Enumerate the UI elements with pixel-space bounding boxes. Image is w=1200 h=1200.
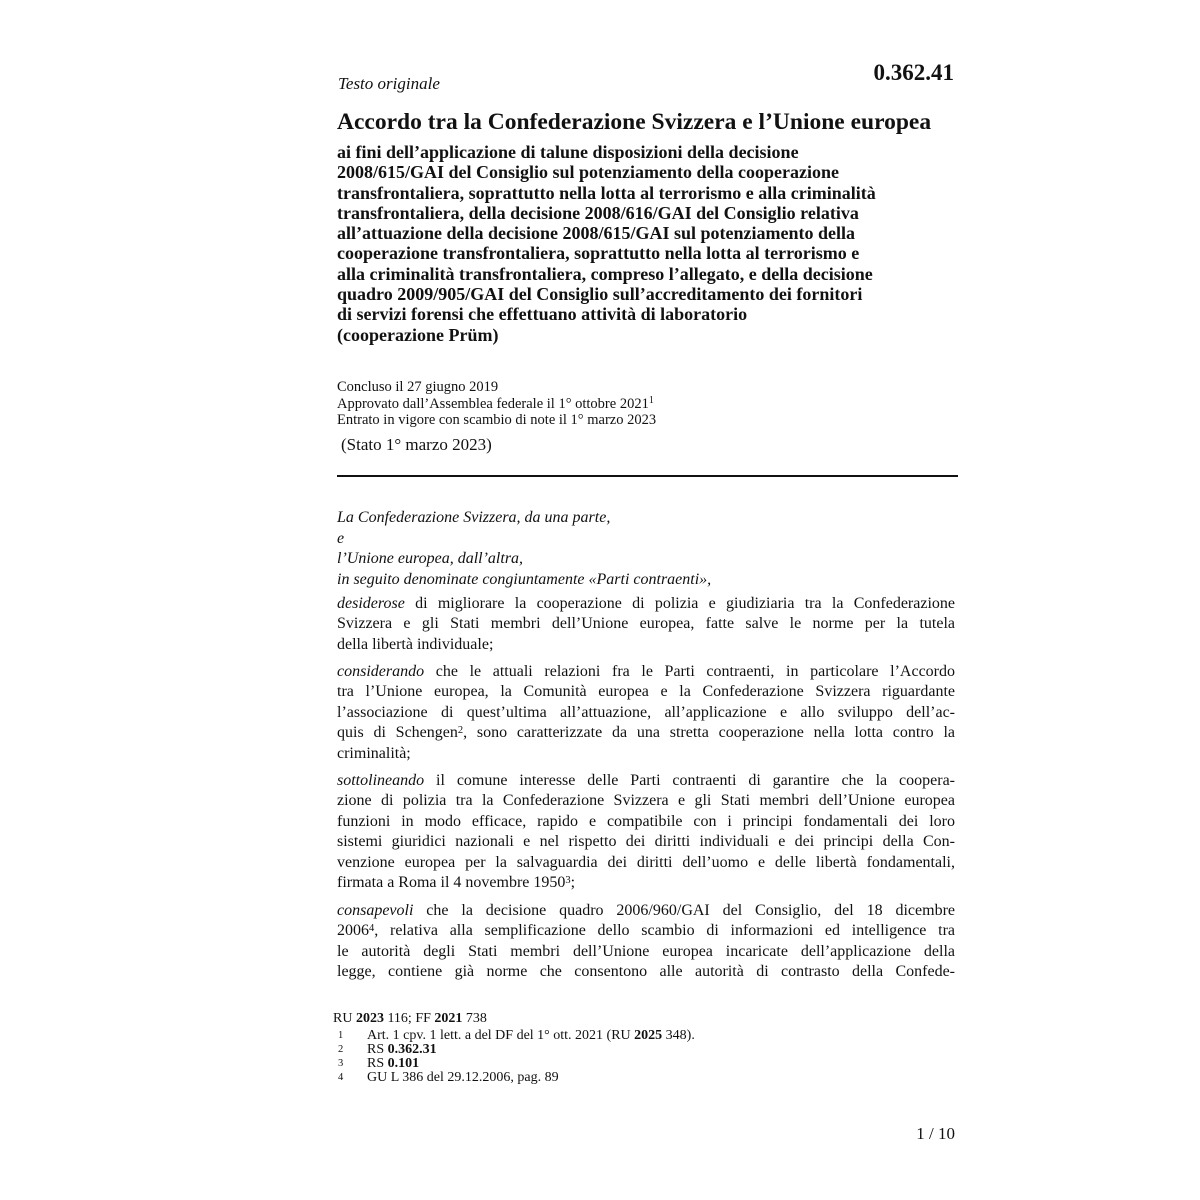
- ref-text: 738: [462, 1011, 487, 1026]
- recital-text: quis di Schengen: [337, 724, 458, 742]
- footnote-1: [333, 1029, 695, 1043]
- party-line: La Confederazione Svizzera, da una parte,: [337, 509, 611, 526]
- recital-lead: consapevoli: [337, 902, 414, 919]
- recital-line: venzione europea per la salvaguardia dei diritti dell’uomo e delle libertà fondamentali,: [337, 853, 955, 871]
- footnotes: [333, 1011, 695, 1085]
- recital-text: 2006: [337, 922, 369, 940]
- recital-text: che le attuali relazioni fra le Parti contraenti, in particolare l’Accordo: [424, 663, 955, 680]
- ref-year: 2023: [355, 1011, 384, 1026]
- footnote-3: [333, 1057, 695, 1071]
- subtitle-line: alla criminalità transfrontaliera, compreso l’allegato, e della decisione: [337, 263, 873, 284]
- recital-line: funzioni in modo efficace, rapido e compatibile con i principi fondamentali dei loro: [337, 812, 955, 830]
- recital-text: il comune interesse delle Parti contraenti di garantire che la coopera-: [424, 772, 955, 789]
- footnote-text-part: 348).: [662, 1028, 695, 1043]
- subtitle-line: cooperazione transfrontaliera, soprattutto nella lotta al terrorismo e: [337, 243, 860, 264]
- recital-line: [337, 723, 955, 743]
- in-force-date: Entrato in vigore con scambio di note il 1° marzo 2023: [337, 412, 657, 428]
- document-subtitle: [337, 142, 977, 345]
- subtitle-line: 2008/615/GAI del Consiglio sul potenziamento della cooperazione: [337, 162, 839, 183]
- subtitle-line: transfrontaliera, della decisione 2008/616/GAI del Consiglio relativa: [337, 202, 859, 223]
- recital-text: ;: [570, 874, 576, 892]
- recital-line: sistemi giuridici nazionali e nel rispetto dei diritti individuali e dei principi della Con-: [337, 833, 955, 851]
- parties-block: [337, 508, 711, 590]
- approved-date-text: Approvato dall’Assemblea federale il 1° ottobre 2021: [337, 395, 649, 412]
- recital-text: firmata a Roma il 4 novembre 1950: [337, 874, 566, 892]
- recital-text: che la decisione quadro 2006/960/GAI del Consiglio, del 18 dicembre: [413, 902, 955, 919]
- footnote-number: 3: [338, 1058, 344, 1069]
- party-line: in seguito denominate congiuntamente «Parti contraenti»,: [337, 570, 712, 588]
- footnote-number: 1: [338, 1030, 344, 1041]
- recital-line: Svizzera e gli Stati membri dell’Unione europea, fatte salve le norme per la tutela: [337, 615, 955, 633]
- footnote-ref-3[interactable]: 3: [565, 875, 571, 887]
- ref-year: 2021: [434, 1011, 463, 1026]
- subtitle-line: di servizi forensi che effettuano attività di laboratorio: [337, 304, 748, 325]
- footnote-text-part: RS: [367, 1056, 388, 1071]
- subtitle-line: (cooperazione Prüm): [337, 324, 499, 345]
- recital-line: l’associazione di quest’ultima all’attuazione, all’applicazione e allo sviluppo dell’ac-: [337, 703, 955, 721]
- footnote-ref-2[interactable]: 2: [457, 725, 464, 737]
- original-text-label: Testo originale: [338, 74, 440, 93]
- recital-text: , relativa alla semplificazione dello scambio di informazioni ed intelligence tra: [374, 922, 955, 940]
- recital-line: [337, 901, 955, 921]
- ref-text: 116; FF: [383, 1011, 435, 1026]
- header-divider: [337, 475, 958, 477]
- recital-desiderose: [337, 594, 955, 655]
- footnote-text-part: Art. 1 cpv. 1 lett. a del DF del 1° ott. 2021 (RU: [367, 1028, 635, 1043]
- recital-line: tra l’Unione europea, la Comunità europea e la Confederazione Svizzera riguardante: [337, 683, 955, 701]
- footnote-bold: 2025: [634, 1028, 663, 1043]
- footnote-number: 2: [338, 1044, 344, 1055]
- recital-text: , sono caratterizzate da una stretta cooperazione nella lotta contro la: [463, 724, 955, 742]
- recital-sottolineando: [337, 771, 955, 893]
- footnote-text-part: GU L 386 del 29.12.2006, pag. 89: [367, 1070, 559, 1085]
- footnote-2: [333, 1043, 695, 1057]
- recital-line: [337, 662, 955, 682]
- recital-line: zione di polizia tra la Confederazione Svizzera e gli Stati membri dell’Unione europea: [337, 792, 955, 810]
- recital-line: della libertà individuale;: [337, 635, 494, 653]
- status-date: (Stato 1° marzo 2023): [341, 435, 492, 454]
- recital-lead: desiderose: [337, 595, 405, 612]
- footnote-text: [367, 1029, 695, 1043]
- ref-text: RU: [333, 1011, 356, 1026]
- subtitle-line: all’attuazione della decisione 2008/615/GAI sul potenziamento della: [337, 223, 855, 244]
- recital-line: le autorità degli Stati membri dell’Unione europea incaricate dell’applicazione della: [337, 942, 955, 960]
- recital-line: [337, 594, 955, 614]
- footnote-text: [367, 1057, 419, 1071]
- recital-lead: sottolineando: [337, 772, 425, 789]
- subtitle-line: quadro 2009/905/GAI del Consiglio sull’accreditamento dei fornitori: [337, 284, 863, 305]
- document-title: Accordo tra la Confederazione Svizzera e l’Unione europea: [337, 109, 932, 135]
- footnote-bold[interactable]: 0.362.31: [387, 1042, 437, 1057]
- footnote-bold[interactable]: 0.101: [387, 1056, 420, 1071]
- recital-line: legge, contiene già norme che consentono alle autorità di contrasto della Confede-: [337, 963, 955, 981]
- footnote-number: 4: [338, 1072, 344, 1083]
- recital-line: [337, 771, 955, 791]
- footnote-4: [333, 1071, 695, 1085]
- footnote-text: [367, 1043, 437, 1057]
- recital-lead: considerando: [337, 663, 425, 680]
- page-number: 1 / 10: [916, 1124, 955, 1143]
- footnote-text: [367, 1071, 559, 1085]
- recital-consapevoli: [337, 901, 955, 983]
- recital-line: [337, 921, 955, 941]
- publication-reference: [333, 1011, 695, 1027]
- rs-number: 0.362.41: [873, 60, 954, 85]
- recital-considerando: [337, 662, 955, 764]
- subtitle-line: transfrontaliera, soprattutto nella lotta al terrorismo e alla criminalità: [337, 182, 876, 203]
- footnote-ref-1[interactable]: 1: [648, 394, 654, 406]
- footnote-ref-4[interactable]: 4: [369, 923, 375, 935]
- concluded-date: Concluso il 27 giugno 2019: [337, 379, 499, 395]
- recital-line: [337, 873, 955, 893]
- footnote-text-part: RS: [367, 1042, 388, 1057]
- party-line: e: [337, 529, 345, 547]
- recital-text: di migliorare la cooperazione di polizia e giudiziaria tra la Confederazione: [404, 595, 955, 612]
- dates-block: [337, 379, 656, 429]
- approved-date: [337, 396, 656, 413]
- party-line: l’Unione europea, dall’altra,: [337, 550, 524, 567]
- recital-line: criminalità;: [337, 744, 411, 762]
- subtitle-line: ai fini dell’applicazione di talune disposizioni della decisione: [337, 142, 799, 162]
